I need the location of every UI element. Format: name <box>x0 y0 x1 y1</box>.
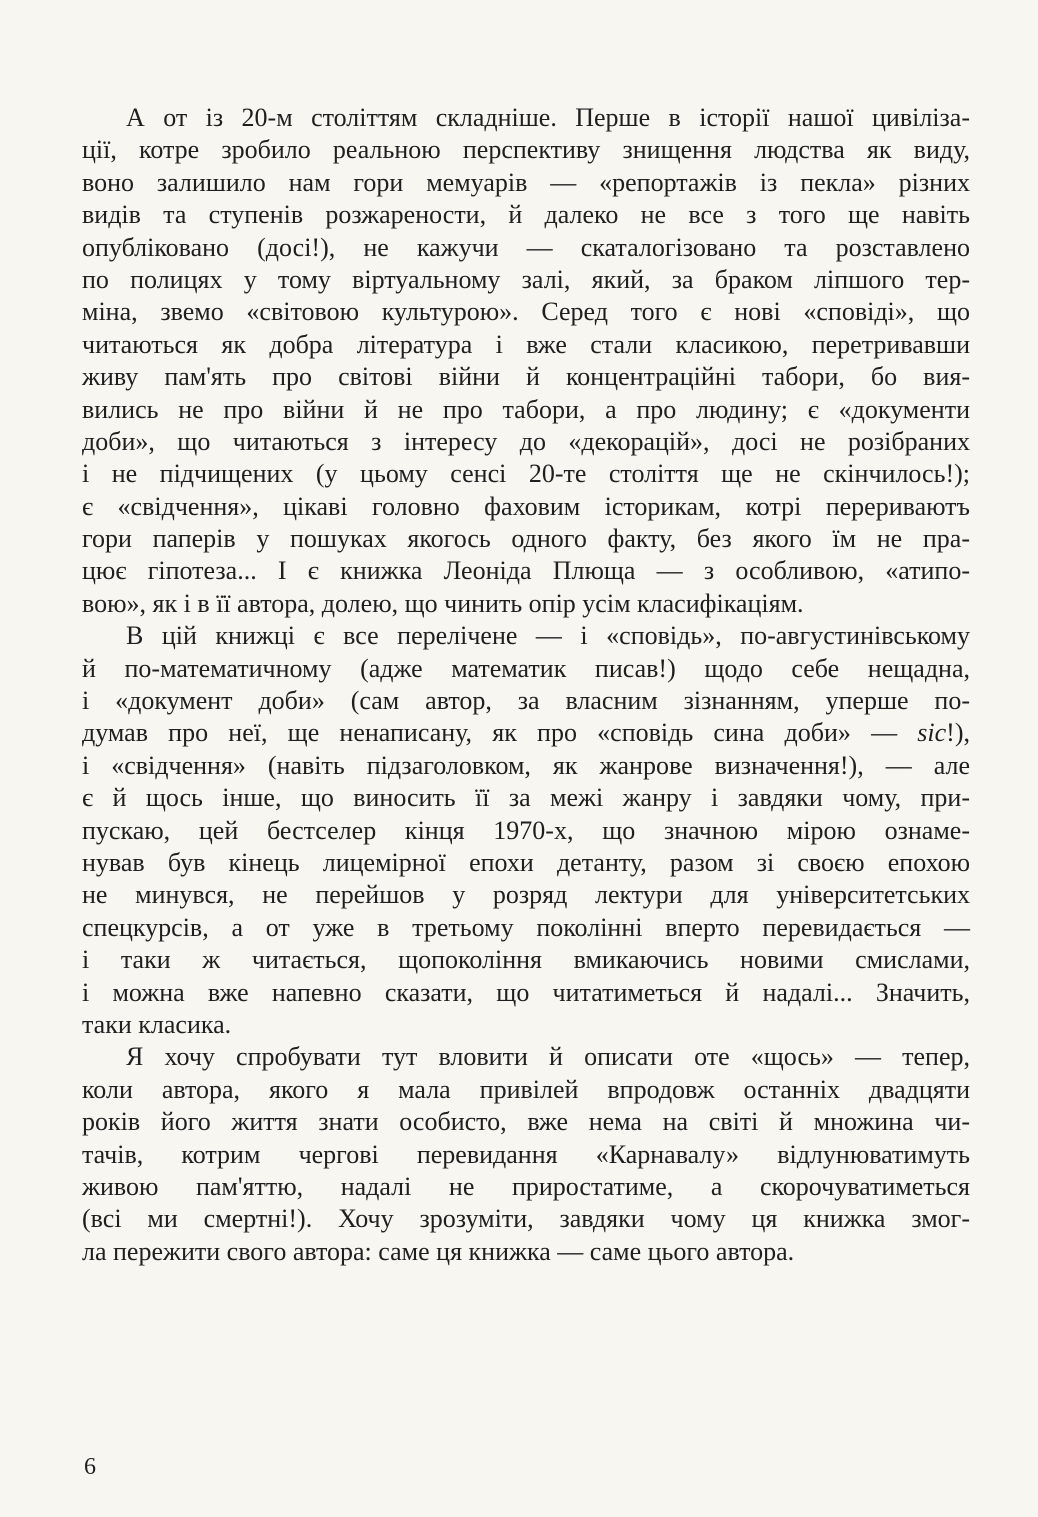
text-line: тачів, котрим чергові перевидання «Карнавалу» відлунюватимуть <box>82 1139 970 1169</box>
body-text <box>82 102 970 1268</box>
text-line: читаються як добра література і вже стали класикою, перетривавши <box>82 329 970 359</box>
text-line: і «документ доби» (сам автор, за власним зізнанням, уперше по- <box>82 686 970 716</box>
text-line: гори паперів у пошуках якогось одного факту, без якого їм не пра- <box>82 524 970 554</box>
text-line: цює гіпотеза... І є книжка Леоніда Плюща — з особливою, «атипо- <box>82 556 970 586</box>
text-line: пускаю, цей бестселер кінця 1970-х, що значною мірою ознаме- <box>82 815 970 845</box>
text-line: коли автора, якого я мала привілей впродовж останніх двадцяти <box>82 1074 970 1104</box>
text-line: опубліковано (досі!), не кажучи — скаталогізовано та розставлено <box>82 232 970 262</box>
text-line: живу пам'ять про світові війни й концентраційні табори, бо вия- <box>82 362 970 392</box>
text-line: років його життя знати особисто, вже нема на світі й множина чи- <box>82 1107 970 1137</box>
text-line: ла пережити свого автора: саме ця книжка — саме цього автора. <box>82 1236 795 1266</box>
text-line: і таки ж читається, щопокоління вмикаючись новими смислами, <box>82 945 970 975</box>
text-line: і можна вже напевно сказати, що читатиметься й надалі... Значить, <box>82 977 970 1007</box>
text-line: є й щось інше, що виносить її за межі жанру і завдяки чому, при- <box>82 783 970 813</box>
text-line: таки класика. <box>82 1009 232 1039</box>
text-line: воно залишило нам гори мемуарів — «репортажів із пекла» різних <box>82 167 970 197</box>
text-line: вились не про війни й не про табори, а про людину; є «документи <box>82 394 970 424</box>
italic-sic: sic <box>917 718 947 748</box>
text-line: живою пам'яттю, надалі не приростатиме, а скорочуватиметься <box>82 1171 970 1201</box>
text-line: спецкурсів, а от уже в третьому поколінні вперто перевидається — <box>82 912 970 942</box>
text-line: (всі ми смертні!). Хочу зрозуміти, завдяки чому ця книжка змог- <box>82 1204 970 1234</box>
text-line: доби», що читаються з інтересу до «декорацій», досі не розібраних <box>82 426 970 456</box>
text-line: вою», як і в її автора, долею, що чинить опір усім класифікаціям. <box>82 588 804 618</box>
text-line: Я хочу спробувати тут вловити й описати оте «щось» — тепер, <box>126 1042 970 1072</box>
text-line: є «свідчення», цікаві головно фаховим історикам, котрі перериваютъ <box>82 491 970 521</box>
text-line: не минувся, не перейшов у розряд лектури для університетських <box>82 880 970 910</box>
text-line: В цій книжці є все перелічене — і «сповідь», по-августинівському <box>126 621 970 651</box>
text-line: нував був кінець лицемірної епохи детанту, разом зі своєю епохою <box>82 847 970 877</box>
text-line: видів та ступенів розжарености, й далеко не все з того ще навіть <box>82 200 970 230</box>
text-line: і не підчищених (у цьому сенсі 20-те століття ще не скінчилось!); <box>82 459 970 489</box>
text-line: й по-математичному (адже математик писав!) щодо себе нещадна, <box>82 653 970 683</box>
text-line: А от із 20-м століттям складніше. Перше в історії нашої цивіліза- <box>126 103 970 132</box>
text-line: по полицях у тому віртуальному залі, який, за браком ліпшого тер- <box>82 264 970 294</box>
page-number: 6 <box>84 1454 96 1480</box>
text-line: ції, котре зробило реальною перспективу знищення людства як виду, <box>82 135 970 165</box>
text-line: думав про неї, ще ненаписану, як про «сповідь сина доби» — sic!), <box>82 718 970 748</box>
text-line: і «свідчення» (навіть підзаголовком, як жанрове визначення!), — але <box>82 750 970 780</box>
text-line: міна, звемо «світовою культурою». Серед того є нові «сповіді», що <box>82 297 970 327</box>
